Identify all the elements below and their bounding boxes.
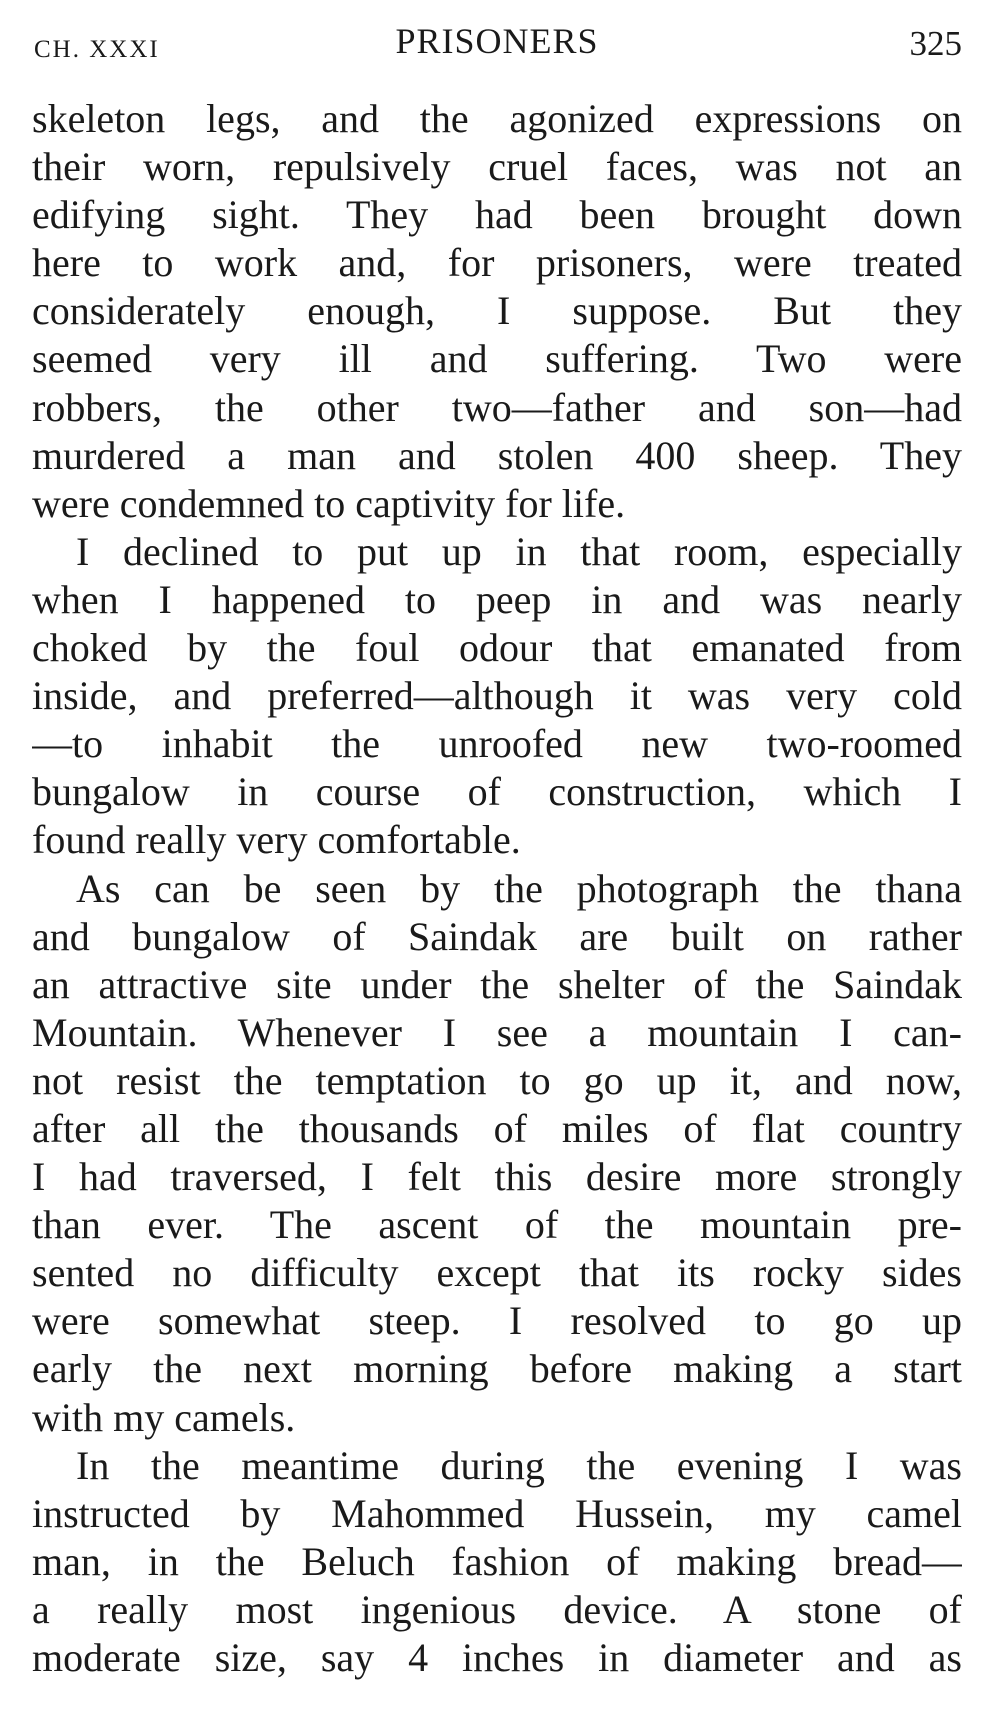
text-line: man, in the Beluch fashion of making bread— — [32, 1538, 962, 1584]
text-line: when I happened to peep in and was nearly — [32, 576, 962, 622]
text-line: choked by the foul odour that emanated from — [32, 625, 962, 671]
paragraph — [32, 1442, 962, 1682]
text-line: inside, and preferred—although it was very cold — [32, 673, 962, 719]
book-page — [32, 0, 962, 1714]
text-line: here to work and, for prisoners, were treated — [32, 240, 962, 286]
text-line: In the meantime during the evening I was — [76, 1442, 962, 1488]
text-line: moderate size, say 4 inches in diameter and as — [32, 1635, 962, 1680]
text-line: early the next morning before making a start — [32, 1346, 962, 1392]
text-line: an attractive site under the shelter of the Saindak — [32, 961, 962, 1007]
text-line: edifying sight. They had been brought down — [32, 192, 962, 238]
paragraph — [32, 865, 962, 1442]
body-text — [32, 95, 962, 1682]
text-line: robbers, the other two—father and son—had — [32, 384, 962, 430]
paragraph — [32, 528, 962, 865]
text-line: As can be seen by the photograph the thana — [76, 865, 962, 911]
text-line: their worn, repulsively cruel faces, was not an — [32, 144, 962, 190]
text-line: were condemned to captivity for life. — [32, 480, 626, 526]
text-line: not resist the temptation to go up it, and now, — [32, 1057, 962, 1103]
page-number: 325 — [909, 24, 962, 63]
text-line: considerately enough, I suppose. But they — [32, 288, 962, 334]
text-line: were somewhat steep. I resolved to go up — [32, 1298, 962, 1344]
text-line: I had traversed, I felt this desire more strongly — [32, 1154, 962, 1200]
text-line: sented no difficulty except that its rocky sides — [32, 1250, 962, 1296]
text-line: seemed very ill and suffering. Two were — [32, 336, 962, 382]
text-line: with my camels. — [32, 1394, 296, 1440]
text-line: Mountain. Whenever I see a mountain I can- — [32, 1009, 962, 1055]
chapter-label: CH. XXXI — [34, 36, 160, 63]
running-title: PRISONERS — [395, 21, 599, 61]
running-head — [32, 20, 962, 70]
text-line: murdered a man and stolen 400 sheep. They — [32, 432, 962, 478]
text-line: and bungalow of Saindak are built on rather — [32, 913, 962, 959]
text-line: after all the thousands of miles of flat country — [32, 1105, 962, 1151]
text-line: bungalow in course of construction, which I — [32, 769, 962, 815]
text-line: than ever. The ascent of the mountain pre- — [32, 1202, 962, 1248]
paragraph — [32, 95, 962, 528]
text-line: instructed by Mahommed Hussein, my camel — [32, 1490, 962, 1536]
text-line: I declined to put up in that room, especially — [76, 528, 962, 574]
text-line: found really very comfortable. — [32, 817, 521, 863]
text-line: —to inhabit the unroofed new two-roomed — [32, 721, 962, 767]
text-line: skeleton legs, and the agonized expressions on — [32, 96, 962, 141]
text-line: a really most ingenious device. A stone of — [32, 1586, 962, 1632]
